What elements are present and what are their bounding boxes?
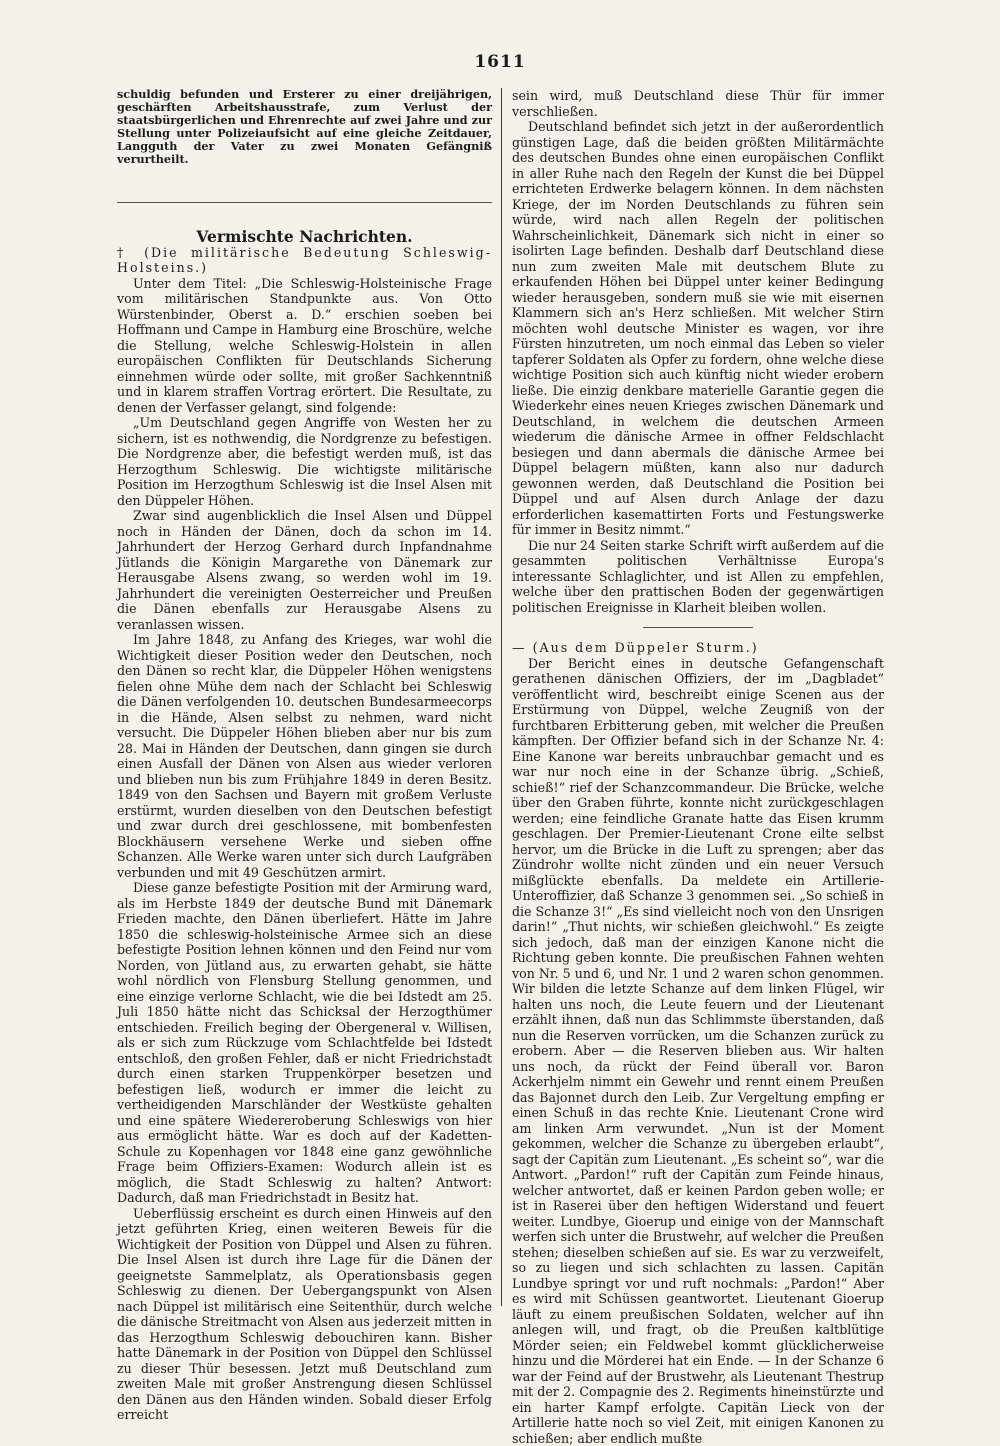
page-number: 1611 bbox=[0, 52, 1000, 72]
paragraph: „Um Deutschland gegen Angriffe von Westen her zu sichern, ist es nothwendig, die Nordgrenze zu befestigen. Die Nordgrenze aber, die befestigt werden muß, ist das Herzogthum Schleswig. Die wichtigste militärische Position im Herzogthum Schleswig ist die Insel Alsen mit den Düppeler Höhen. bbox=[117, 415, 492, 508]
paragraph: Diese ganze befestigte Position mit der Armirung ward, als im Herbste 1849 der deutsche Bund mit Dänemark Frieden machte, den Dänen überliefert. Hätte im Jahre 1850 die schleswig-holsteinische Armee sich an diese befestigte Position lehnen können und den Feind nur vom Norden, von Jütland aus, zu erwarten gehabt, sie hätte wohl nördlich von Flensburg Stellung genommen, und eine einzige verlorne Schlacht, wie die bei Idstedt am 25. Juli 1850 hätte nicht das Schicksal der Herzogthümer entschieden. Freilich beging der Obergeneral v. Willisen, als er sich zum Rückzuge vom Schlachtfelde bei Idstedt entschloß, den großen Fehler, daß er nicht Friedrichstadt durch einen starken Truppenkörper besetzen und befestigen ließ, wodurch er immer die leicht zu vertheidigenden Marschländer der Westküste gehalten und eine spätere Wiedereroberung Schleswigs von hier aus ermöglicht hätte. War es doch auf der Kadetten-Schule zu Kopenhagen vor 1848 eine ganz gewöhnliche Frage beim Offiziers-Examen: Wodurch allein ist es möglich, die Stadt Schleswig zu halten? Antwort: Dadurch, daß man Friedrichstadt in Besitz hat. bbox=[117, 880, 492, 1206]
verdict-text: schuldig befunden und Ersterer zu einer dreijährigen, geschärften Arbeitshausstrafe, zum Verlust der staatsbürgerlichen und Ehrenrechte auf zwei Jahre und zur Stellung unter Polizeiaufsicht auf eine gleiche Zeitdauer, Langguth der Vater zu zwei Monaten Gefängniß verurtheilt. bbox=[117, 88, 492, 166]
paragraph: Deutschland befindet sich jetzt in der außerordentlich günstigen Lage, daß die beiden größten Militärmächte des deutschen Bundes ohne einen europäischen Conflikt in aller Ruhe nach den Regeln der Kunst die bei Düppel errichteten Erdwerke belagern können. In dem nächsten Kriege, der im Norden Deutschlands zu führen sein würde, wird nach allen Regeln der politischen Wahrscheinlichkeit, Dänemark sich nicht in einer so isolirten Lage befinden. Deshalb darf Deutschland diese nun zum zweiten Male mit deutschem Blute zu erkaufenden Höhen bei Düppel unter keiner Bedingung wieder herausgeben, sondern muß sie wie mit eisernen Klammern sich an's Herz schließen. Mit welcher Stirn möchten wohl deutsche Minister es wagen, vor ihre Fürsten hinzutreten, um noch einmal das Leben so vieler tapferer Soldaten als Opfer zu fordern, ohne welche diese wichtige Position sich auch künftig nicht wieder erobern ließe. Die einzig denkbare materielle Garantie gegen die Wiederkehr eines neuen Krieges zwischen Dänemark und Deutschland, in welchem die deutschen Armeen wiederum die dänische Armee in offner Feldschlacht besiegen und dann abermals die dänische Armee bei Düppel belagern müßten, kann also nur dadurch gewonnen werden, daß Deutschland die Position bei Düppel und auf Alsen durch Anlage der dazu erforderlichen kasemattirten Forts und Festungswerke für immer in Besitz nimmt.“ bbox=[512, 119, 884, 538]
paragraph: Im Jahre 1848, zu Anfang des Krieges, war wohl die Wichtigkeit dieser Position weder den Deutschen, noch den Dänen so recht klar, die Düppeler Höhen wenigstens fielen ohne Mühe dem nach der Schlacht bei Schleswig die Dänen verfolgenden 10. deutschen Bundesarmeecorps in die Hände, Alsen selbst zu nehmen, ward nicht versucht. Die Düppeler Höhen blieben aber nur bis zum 28. Mai in Händen der Deutschen, dann gingen sie durch einen Ausfall der Dänen von Alsen aus wieder verloren und blieben nun bis zum Frühjahre 1849 in deren Besitz. 1849 von den Sachsen und Bayern mit großem Verluste erstürmt, wurden dieselben von den Deutschen befestigt und zwar durch drei geschlossene, mit bombenfesten Blockhäusern versehene Werke und sieben offne Schanzen. Alle Werke waren unter sich durch Laufgräben verbunden und mit 49 Geschützen armirt. bbox=[117, 632, 492, 880]
paragraph: Der Bericht eines in deutsche Gefangenschaft gerathenen dänischen Offiziers, der im „Dagbladet“ veröffentlicht wird, beschreibt einige Scenen aus der Erstürmung von Düppel, welche Zeugniß von der furchtbaren Erbitterung geben, mit welcher die Preußen kämpften. Der Offizier befand sich in der Schanze Nr. 4: Eine Kanone war bereits unbrauchbar gemacht und es war nur noch eine in der Schanze übrig. „Schieß, schieß!“ rief der Schanzcommandeur. Die Brücke, welche über den Graben führte, konnte nicht zurückgeschlagen werden; eine feindliche Granate hatte das Eisen krumm geschlagen. Der Premier-Lieutenant Crone eilte selbst hervor, um die Brücke in die Luft zu sprengen; aber das Zündrohr wollte nicht zünden und ein neuer Versuch mißglückte ebenfalls. Da meldete ein Artillerie-Unteroffizier, daß Schanze 3 genommen sei. „So schieß in die Schanze 3!“ „Es sind vielleicht noch von den Unsrigen darin!“ „Thut nichts, wir schießen gleichwohl.“ Es zeigte sich jedoch, daß man der einzigen Kanone nicht die Richtung geben konnte. Die preußischen Fahnen wehten von Nr. 5 und 6, und Nr. 1 und 2 waren schon genommen. Wir bilden die letzte Schanze auf dem linken Flügel, wir halten uns noch, die Leute feuern und der Lieutenant erzählt ihnen, daß nun das Schlimmste überstanden, daß nun die Reserven vorrücken, um die Schanzen zurück zu erobern. Aber — die Reserven blieben aus. Wir halten uns noch, da rückt der Feind überall vor. Baron Ackerhjelm nimmt ein Gewehr und rennt einem Preußen das Bajonnet durch den Leib. Zur Vergeltung empfing er einen Schuß in das rechte Knie. Lieutenant Crone wird am linken Arm verwundet. „Nun ist der Moment gekommen, welcher die Schanze zu übergeben erlaubt“, sagt der Capitän zum Lieutenant. „Es scheint so“, war die Antwort. „Pardon!“ ruft der Capitän zum Feinde hinaus, welcher antwortet, daß er keinen Pardon geben wolle; er ist in Raserei über den heftigen Widerstand und feuert weiter. Lundbye, Gioerup und einige von der Mannschaft werfen sich unter die Brustwehr, auf welcher die Preußen stehen; dieselben schießen auf sie. Es war zu verzweifelt, so zu liegen und sich schlachten zu lassen. Capitän Lundbye springt vor und ruft nochmals: „Pardon!“ Aber es wird mit Schüssen geantwortet. Lieutenant Gioerup läuft zu einem preußischen Soldaten, welcher auf ihn anlegen will, und fragt, ob die Preußen kaltblütige Mörder seien; ein Feldwebel kommt glücklicherweise hinzu und die Mörderei hat ein Ende. — In der Schanze 6 war der Feind auf der Brustwehr, als Lieutenant Thestrup mit der 2. Compagnie des 2. Regiments hineinstürzte und ein harter Kampf erfolgte. Capitän Lieck von der Artillerie hatte noch so viel Zeit, mit einigen Kanonen zu schießen; aber endlich mußte bbox=[512, 656, 884, 1446]
left-column bbox=[117, 88, 492, 1423]
article-divider bbox=[643, 627, 753, 628]
paragraph: Die nur 24 Seiten starke Schrift wirft außerdem auf die gesammten politischen Verhältnisse Europa's interessante Schlaglichter, und ist Allen zu empfehlen, welche über den prattischen Boden der gegenwärtigen politischen Ereignisse in Klarheit bleiben wollen. bbox=[512, 538, 884, 616]
article-heading: † (Die militärische Bedeutung Schleswig-Holsteins.) bbox=[117, 245, 492, 276]
section-divider bbox=[117, 202, 492, 203]
column-rule bbox=[501, 88, 502, 1306]
section-title: Vermischte Nachrichten. bbox=[117, 229, 492, 245]
paragraph: Ueberflüssig erscheint es durch einen Hinweis auf den jetzt geführten Krieg, einen weiteren Beweis für die Wichtigkeit der Position von Düppel und Alsen zu führen. Die Insel Alsen ist durch ihre Lage für die Dänen der geeignetste Sammelplatz, als Operationsbasis gegen Schleswig zu dienen. Der Uebergangspunkt von Alsen nach Düppel ist militärisch eine Seitenthür, durch welche die dänische Streitmacht von Alsen aus jederzeit mitten in das Herzogthum Schleswig debouchiren kann. Bisher hatte Dänemark in der Position von Düppel den Schlüssel zu dieser Thür besessen. Jetzt muß Deutschland zum zweiten Male mit großer Anstrengung diesen Schlüssel den Dänen aus den Händen winden. Sobald dieser Erfolg erreicht bbox=[117, 1206, 492, 1423]
paragraph: Zwar sind augenblicklich die Insel Alsen und Düppel noch in Händen der Dänen, doch da schon im 14. Jahrhundert der Herzog Gerhard durch Inpfandnahme Jütlands die Königin Margarethe von Dänemark zur Herausgabe Alsens zwang, so werden wohl im 19. Jahrhundert die vereinigten Oesterreicher und Preußen die Dänen ebenfalls zur Herausgabe Alsens zu veranlassen wissen. bbox=[117, 508, 492, 632]
paragraph: Unter dem Titel: „Die Schleswig-Holsteinische Frage vom militärischen Standpunkte aus. Von Otto Würstenbinder, Oberst a. D.“ erschien soeben bei Hoffmann und Campe in Hamburg eine Broschüre, welche die Stellung, welche Schleswig-Holstein in allen europäischen Conflikten für Deutschlands Sicherung einnehmen würde oder sollte, mit großer Sachkenntniß und in klarem straffen Vortrag erörtert. Die Resultate, zu denen der Verfasser gelangt, sind folgende: bbox=[117, 276, 492, 416]
paragraph: sein wird, muß Deutschland diese Thür für immer verschließen. bbox=[512, 88, 884, 119]
article-heading: — (Aus dem Düppeler Sturm.) bbox=[512, 640, 884, 656]
right-column bbox=[512, 88, 884, 1446]
